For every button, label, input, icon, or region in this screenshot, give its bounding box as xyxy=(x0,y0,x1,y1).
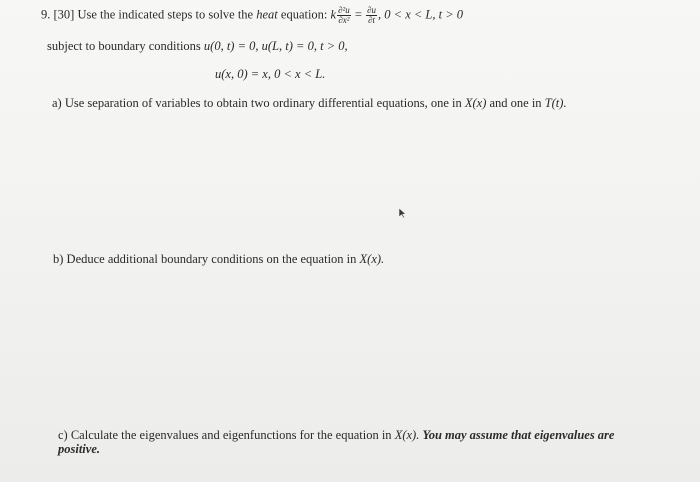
problem-intro-pre: Use the indicated steps to solve the xyxy=(77,7,254,22)
pde-rhs-fraction xyxy=(366,6,377,25)
pde-domain: , 0 < x < L, t > 0 xyxy=(378,7,464,22)
part-c xyxy=(58,428,614,443)
pde-coefficient: k xyxy=(330,7,337,22)
problem-number: 9. xyxy=(41,7,51,22)
part-a-text: a) Use separation of variables to obtain two ordinary differential equations, one in xyxy=(52,96,462,110)
pde-rhs-numerator: ∂u xyxy=(367,5,377,15)
bc-label: subject to boundary conditions xyxy=(47,39,201,53)
part-c-continued xyxy=(58,442,100,457)
pde-equals: = xyxy=(354,7,362,22)
problem-statement xyxy=(41,6,463,25)
part-c-x-func: X(x). xyxy=(394,428,420,442)
ic-equation: u(x, 0) = x, 0 < x < L. xyxy=(215,67,326,81)
part-b-text: b) Deduce additional boundary conditions on the equation in xyxy=(53,252,357,266)
pde-lhs-numerator: ∂²u xyxy=(338,5,350,15)
bc-equation: u(0, t) = 0, u(L, t) = 0, t > 0, xyxy=(203,39,348,53)
pde-rhs-denominator: ∂t xyxy=(368,15,376,25)
boundary-conditions-line xyxy=(47,39,348,54)
initial-condition-line xyxy=(215,67,325,82)
problem-intro-post: equation: xyxy=(280,7,328,22)
part-c-emphasis: You may assume that eigenvalues are xyxy=(422,428,615,442)
part-b xyxy=(53,252,384,267)
problem-intro-emph: heat xyxy=(256,7,278,22)
part-c-emphasis-end: positive. xyxy=(58,442,101,456)
part-a xyxy=(52,96,567,111)
pde-lhs-denominator: ∂x² xyxy=(338,15,350,25)
part-a-mid: and one in xyxy=(489,96,542,110)
part-c-text: c) Calculate the eigenvalues and eigenfunctions for the equation in xyxy=(58,428,392,442)
part-a-x-func: X(x) xyxy=(464,96,487,110)
pde-lhs-fraction xyxy=(337,6,351,25)
problem-points: [30] xyxy=(53,7,75,22)
part-a-t-func: T(t). xyxy=(544,96,567,110)
part-b-x-func: X(x). xyxy=(359,252,385,266)
